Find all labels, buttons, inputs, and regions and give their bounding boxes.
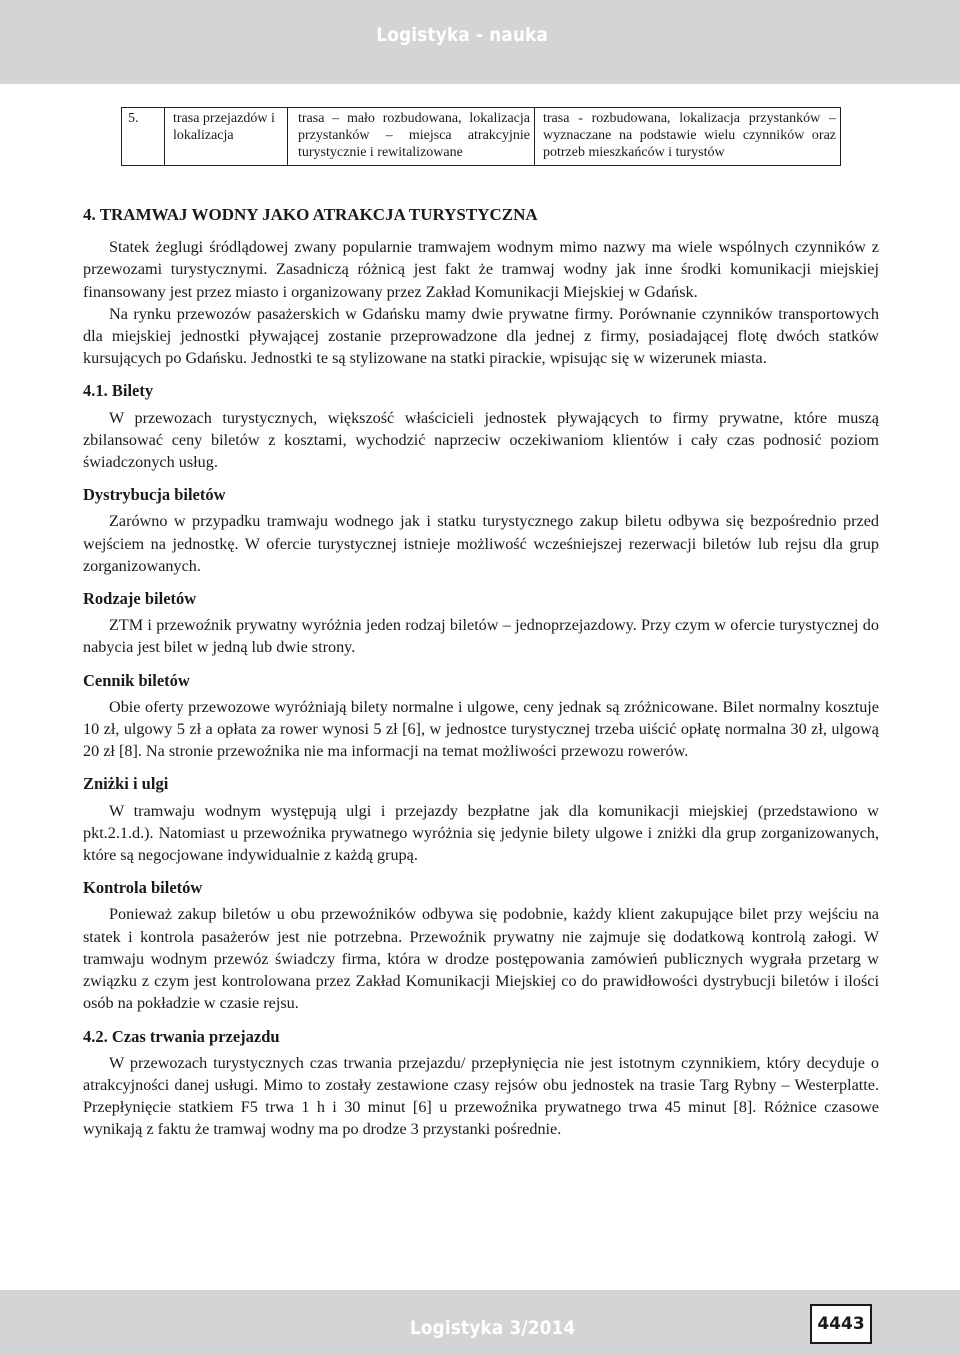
paragraph: Na rynku przewozów pasażerskich w Gdańsku mamy dwie prywatne firmy. Porównanie czynników transportowych dla miejskiej jednostki pływającej zostanie przeprowadzone dla jednej z firmy, posiadającej flotę dwóch statków kursujących po Gdańsku. Jednostki te są stylizowane na statki pirackie, wpisując się w wizerunek miasta.	[83, 304, 879, 368]
comparison-table-row	[121, 107, 841, 166]
section-heading: 4. TRAMWAJ WODNY JAKO ATRAKCJA TURYSTYCZNA	[83, 205, 538, 224]
paragraph: ZTM i przewoźnik prywatny wyróżnia jeden rodzaj biletów – jednoprzejazdowy. Przy czym w ofercie turystycznej do nabycia jest bilet w jedną lub dwie strony.	[83, 616, 879, 657]
paragraph: W tramwaju wodnym występują ulgi i przejazdy bezpłatne jak dla komunikacji miejskiej (przedstawiono w pkt.2.1.d.). Natomiast u przewoźnika prywatnego wyróżnia się jedynie bilety ulgowe i zniżki dla grup zorganizowanych, które są negocjowane indywidualnie z każdą grupą.	[83, 801, 879, 865]
page-number: 4443	[810, 1304, 872, 1344]
paragraph: Statek żeglugi śródlądowej zwany popularnie tramwajem wodnym mimo nazwy ma wiele wspólnych czynników z przewozami turystycznymi. Zasadniczą różnicą jest fakt że tramwaj wodny jak inne środki komunikacji miejskiej finansowany jest przez miasto i organizowany przez Zakład Komunikacji Miejskiej w Gdańsk.	[83, 238, 879, 301]
row-criterion: trasa przejazdów i lokalizacja	[165, 108, 288, 166]
heading-ticket-distribution: Dystrybucja biletów	[83, 485, 226, 505]
heading-ticket-types: Rodzaje biletów	[83, 589, 197, 609]
paragraph: Ponieważ zakup biletów u obu przewoźników odbywa się podobnie, każdy klient zakupujące bilet przy wejściu na statek i kontrola pasażerów jest nie potrzebna. Przewoźnik prywatny nie zajmuje się dodatkową kontrolą załogi. W tramwaju wodnym przewóz świadczy firma, która w drodze postępowania zamówień publicznych wygrała przetarg w związku z czym jest kontrolowana przez Zakład Komunikacji Miejskiej co do prawidłowości dystrybucji biletów i ilości osób na pokładzie w czasie rejsu.	[83, 905, 879, 1013]
paragraph: W przewozach turystycznych czas trwania przejazdu/ przepłynięcia nie jest istotnym czynnikiem, który decyduje o atrakcyjności danej usługi. Mimo to zostały zestawione czasy rejsów obu jednostek na trasie Targ Rybny – Westerplatte. Przepłynięcie statkiem F5 trwa 1 h i 30 minut [6] u przewoźnika prywatnego trwa 45 minut [8]. Różnice czasowe wynikają z faktu że tramwaj wodny ma po drodze 3 przystanki pośrednie.	[83, 1053, 879, 1139]
running-header: Logistyka - nauka	[376, 24, 548, 46]
paragraph: W przewozach turystycznych, większość właścicieli jednostek pływających to firmy prywatne, które muszą zbilansować ceny biletów z kosztami, wychodzić naprzeciw oczekiwaniom klientów i cały czas podnosić poziom świadczonych usług.	[83, 408, 879, 472]
heading-ticket-prices: Cennik biletów	[83, 670, 190, 690]
heading-ticket-control: Kontrola biletów	[83, 878, 203, 898]
table-row	[122, 108, 841, 166]
subsection-heading-trip-duration: 4.2. Czas trwania przejazdu	[83, 1026, 280, 1046]
journal-footer: Logistyka 3/2014	[410, 1317, 576, 1339]
row-col-tourist-ship: trasa - rozbudowana, lokalizacja przystanków – wyznaczane na podstawie wielu czynników oraz potrzeb mieszkańców i turystów	[535, 108, 841, 166]
article-body	[83, 204, 879, 1141]
paragraph: Obie oferty przewozowe wyróżniają bilety normalne i ulgowe, ceny jednak są zróżnicowane. Bilet normalny kosztuje 10 zł, ulgowy 5 zł a opłata za rower wynosi 5 zł [6], w jednostce turystycznej trzeba uiścić opłatę normalna 30 zł, ulgową 20 zł [8]. Na stronie przewoźnika nie ma informacji na temat możliwości przewozu rowerów.	[83, 697, 879, 761]
heading-discounts: Zniżki i ulgi	[83, 774, 169, 794]
row-number: 5.	[122, 108, 165, 166]
row-col-water-tram: trasa – mało rozbudowana, lokalizacja przystanków – miejsca atrakcyjnie turystycznie i rewitalizowane	[288, 108, 535, 166]
subsection-heading-tickets: 4.1. Bilety	[83, 381, 154, 401]
paragraph: Zarówno w przypadku tramwaju wodnego jak i statku turystycznego zakup biletu odbywa się bezpośrednio przed wejściem na jednostkę. W ofercie turystycznej istnieje możliwość wcześniejszej rezerwacji biletów lub rejsu dla grup zorganizowanych.	[83, 512, 879, 575]
